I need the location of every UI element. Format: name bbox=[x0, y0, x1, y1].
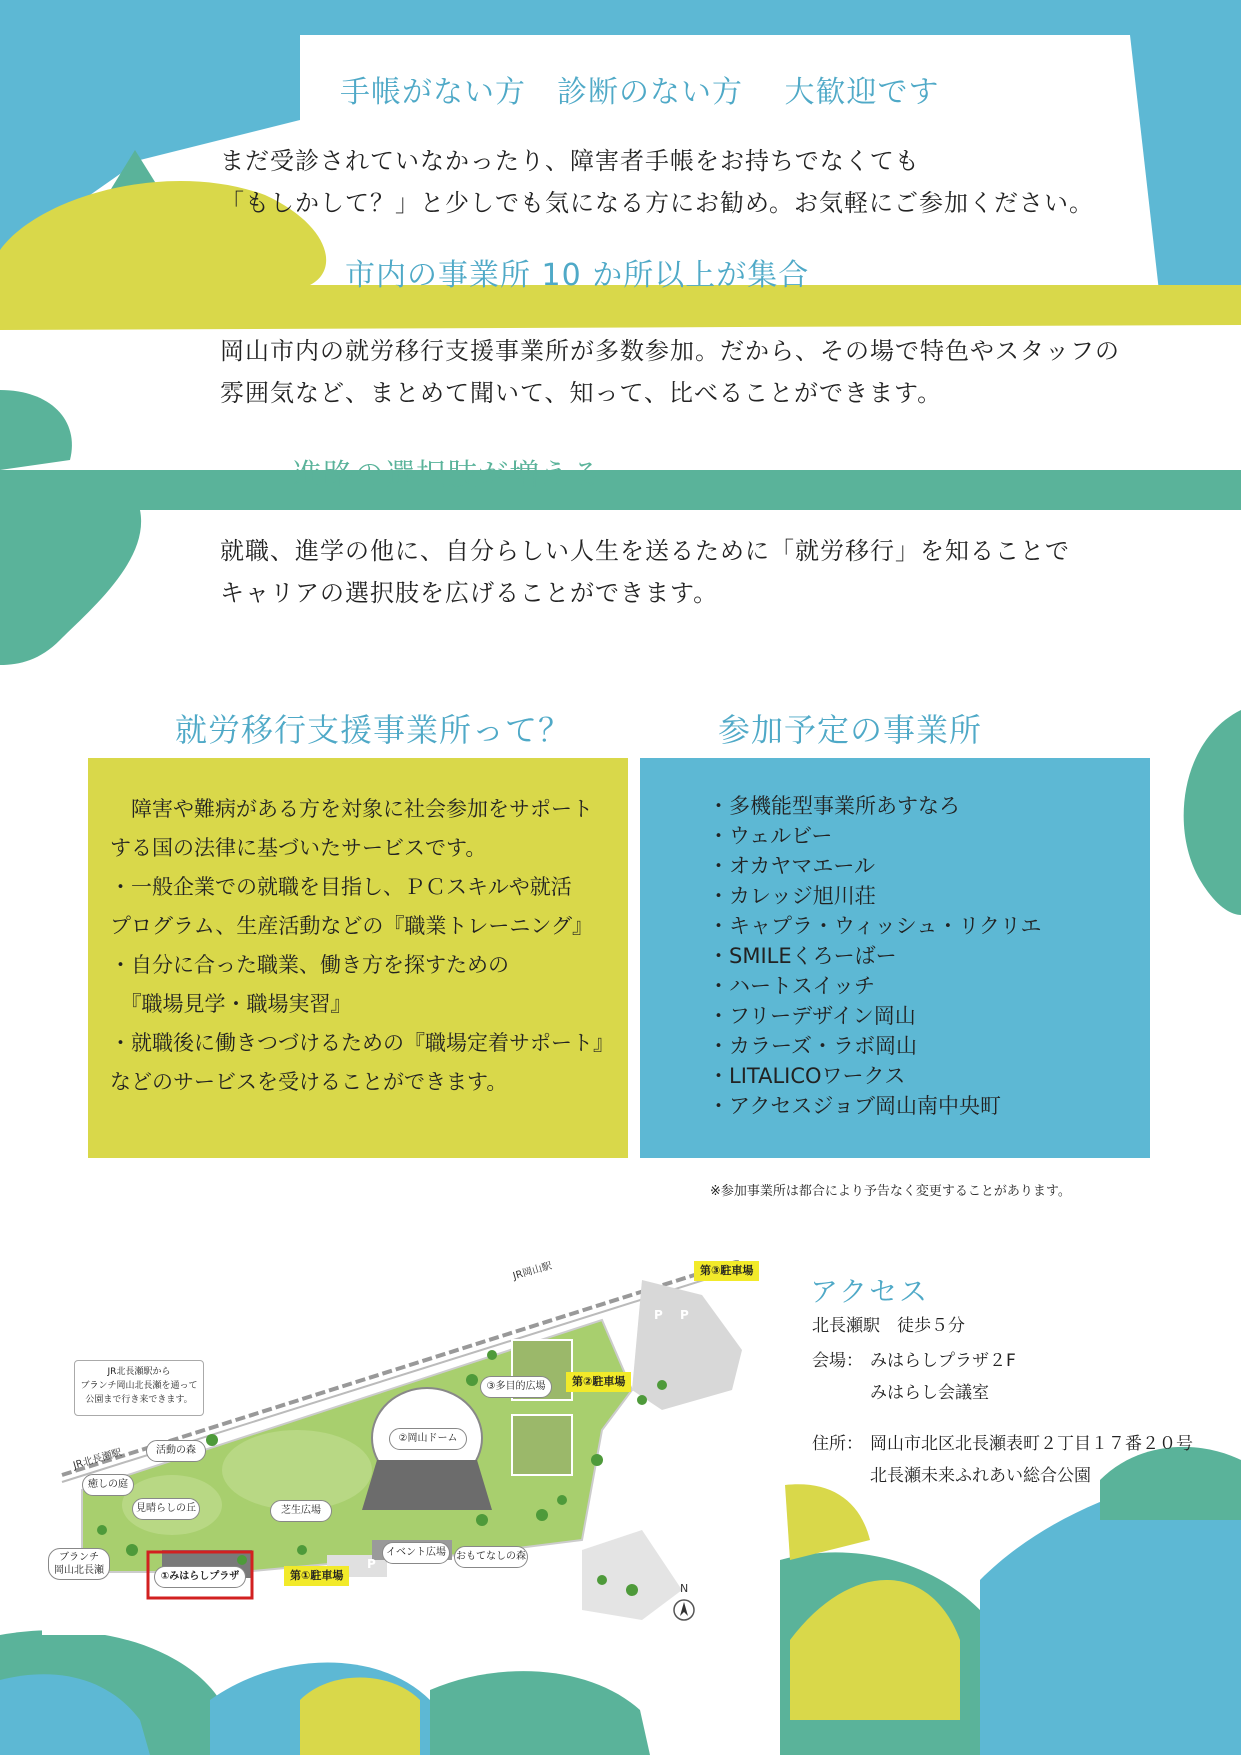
map-label-event: イベント広場 bbox=[382, 1542, 450, 1564]
map-callout bbox=[74, 1360, 204, 1416]
map-callout-line: ブランチ岡山北長瀬を通って bbox=[80, 1381, 198, 1391]
map-label-plaza: ①みはらしプラザ bbox=[154, 1566, 246, 1588]
map-parking1: 第①駐車場 bbox=[284, 1566, 349, 1586]
about-line: ・自分に合った職業、働き方を探すための bbox=[110, 953, 509, 977]
right-blue-shape bbox=[1130, 35, 1241, 300]
about-line: などのサービスを受けることができます。 bbox=[110, 1070, 508, 1094]
map-label-miharashi-oka: 見晴らしの丘 bbox=[132, 1498, 200, 1520]
section2-line2: 雰囲気など、まとめて聞いて、知って、比べることができます。 bbox=[220, 379, 943, 407]
map-callout-line: 公園まで行き来できます。 bbox=[85, 1395, 193, 1405]
map-label-jr-okayama: JR岡山駅 bbox=[511, 1260, 554, 1283]
participant-item: ・オカヤマエール bbox=[708, 854, 875, 878]
map-label-shibafu: 芝生広場 bbox=[270, 1500, 332, 1522]
section1-line1: まだ受診されていなかったり、障害者手帳をお持ちでなくても bbox=[220, 147, 920, 175]
participant-item: ・SMILEくろーばー bbox=[708, 944, 897, 968]
participant-item: ・キャプラ・ウィッシュ・リクリエ bbox=[708, 914, 1042, 938]
bottom-mid-yellow bbox=[300, 1678, 420, 1755]
participants-title: 参加予定の事業所 bbox=[718, 711, 983, 749]
map-label-branch-line: 岡山北長瀬 bbox=[54, 1565, 104, 1576]
green-left-shape bbox=[0, 390, 72, 470]
participant-item: ・カラーズ・ラボ岡山 bbox=[708, 1034, 917, 1058]
section1-line2: 「もしかして？」と少しでも気になる方にお勧め。お気軽にご参加ください。 bbox=[220, 189, 1095, 217]
map-parking2: 第②駐車場 bbox=[566, 1372, 631, 1392]
green-left-lower bbox=[0, 510, 141, 665]
section2-line1: 岡山市内の就労移行支援事業所が多数参加。だから、その場で特色やスタッフの bbox=[220, 337, 1120, 365]
access-title: アクセス bbox=[810, 1275, 930, 1308]
map-parking-mark: P bbox=[367, 1557, 376, 1571]
about-box bbox=[88, 758, 628, 1158]
section3-line1: 就職、進学の他に、自分らしい人生を送るために「就労移行」を知ることで bbox=[220, 537, 1070, 565]
access-venue-line2: みはらし会議室 bbox=[870, 1383, 989, 1403]
green-right-blob bbox=[1184, 710, 1241, 915]
access-address-label: 住所： bbox=[812, 1434, 863, 1454]
about-line: 『職場見学・職場実習』 bbox=[110, 992, 352, 1016]
about-line: 障害や難病がある方を対象に社会参加をサポート bbox=[110, 797, 593, 821]
map-north-label: N bbox=[680, 1582, 689, 1595]
about-line: する国の法律に基づいたサービスです。 bbox=[110, 836, 487, 860]
section1-heading: 手帳がない方 診断のない方 大歓迎です bbox=[340, 75, 940, 110]
access-address-line1: 岡山市北区北長瀬表町２丁目１７番２０号 bbox=[870, 1434, 1193, 1454]
participant-item: ・フリーデザイン岡山 bbox=[708, 1004, 916, 1028]
section3-heading: 進路の選択肢が増える bbox=[292, 458, 602, 493]
access-venue-label: 会場： bbox=[812, 1351, 863, 1371]
participants-box bbox=[640, 758, 1150, 1158]
participants-note: ※参加事業所は都合により予告なく変更することがあります。 bbox=[710, 1184, 1071, 1199]
section3-line2: キャリアの選択肢を広げることができます。 bbox=[220, 579, 719, 607]
about-line: ・一般企業での就職を目指し、ＰＣスキルや就活 bbox=[110, 875, 572, 899]
right-bottom-yellow bbox=[785, 1484, 870, 1560]
map-parking-mark: P bbox=[654, 1308, 663, 1322]
access-address-line2: 北長瀬未来ふれあい総合公園 bbox=[870, 1466, 1091, 1486]
access-station: 北長瀬駅 徒歩５分 bbox=[812, 1316, 965, 1336]
map-label-jr-kitanagase: JR北長瀬駅 bbox=[72, 1447, 124, 1472]
map-parking-mark: P bbox=[680, 1308, 689, 1322]
map-label-branch bbox=[48, 1548, 110, 1580]
participant-item: ・多機能型事業所あすなろ bbox=[708, 794, 960, 818]
participant-item: ・ウェルビー bbox=[708, 824, 833, 848]
map-parking3: 第③駐車場 bbox=[694, 1261, 759, 1281]
map-label-omotenashi: おもてなしの森 bbox=[454, 1546, 528, 1568]
map-label-branch-line: ブランチ bbox=[59, 1552, 99, 1563]
green-band bbox=[0, 470, 1241, 510]
map-label-dome: ②岡山ドーム bbox=[389, 1428, 467, 1450]
park-map bbox=[42, 1260, 780, 1635]
about-title: 就労移行支援事業所って？ bbox=[175, 711, 572, 749]
map-callout-line: JR北長瀬駅から bbox=[107, 1367, 171, 1377]
map-label-tamokuteki: ③多目的広場 bbox=[480, 1376, 552, 1398]
about-line: ・就職後に働きつづけるための『職場定着サポート』 bbox=[110, 1031, 614, 1055]
access-venue-line1: みはらしプラザ２F bbox=[870, 1351, 1016, 1371]
participant-item: ・LITALICOワークス bbox=[708, 1064, 906, 1088]
participant-item: ・ハートスイッチ bbox=[708, 974, 875, 998]
participant-item: ・アクセスジョブ岡山南中央町 bbox=[708, 1094, 1001, 1118]
map-label-katsudo: 活動の森 bbox=[146, 1440, 206, 1462]
section2-heading: 市内の事業所 10 か所以上が集合 bbox=[345, 258, 810, 293]
map-label-iyashi: 癒しの庭 bbox=[82, 1474, 134, 1496]
participant-item: ・カレッジ旭川荘 bbox=[708, 884, 876, 908]
about-line: プログラム、生産活動などの『職業トレーニング』 bbox=[110, 914, 593, 938]
